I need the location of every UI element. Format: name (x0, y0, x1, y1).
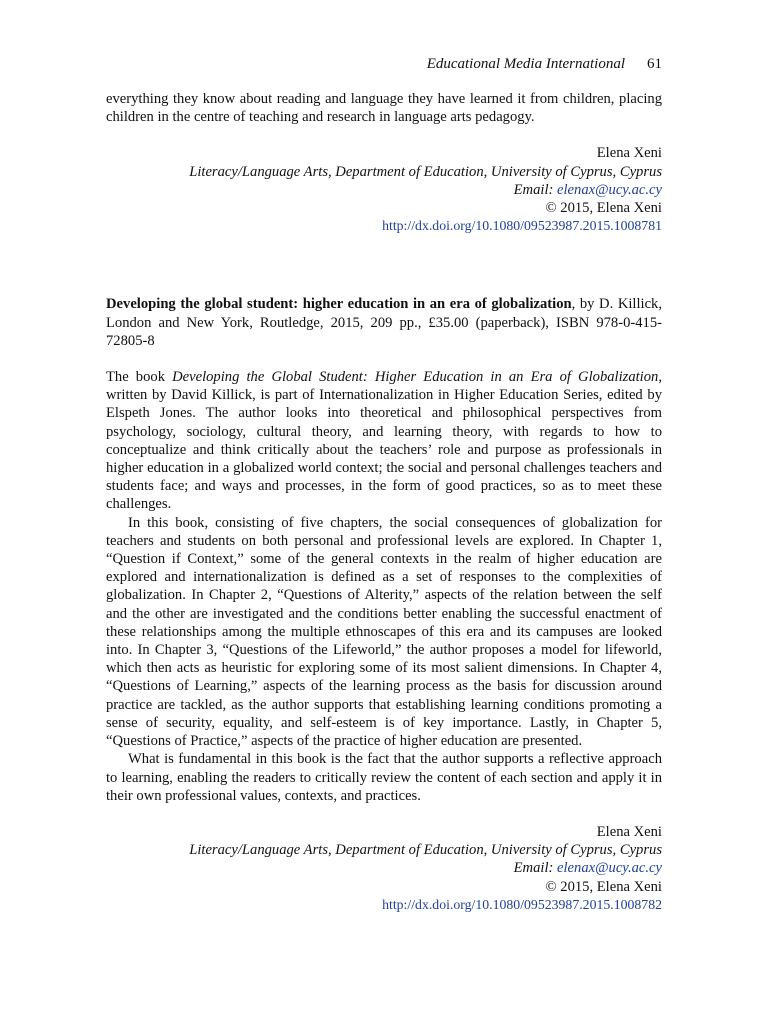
section-spacer (106, 235, 662, 295)
email-link[interactable]: elenax@ucy.ac.cy (557, 860, 662, 877)
review-heading (106, 295, 662, 350)
running-head (106, 54, 662, 74)
email-label: Email: (513, 860, 558, 877)
copyright-line: © 2015, Elena Xeni (545, 878, 662, 895)
author-name: Elena Xeni (596, 145, 662, 162)
author-affiliation: Literacy/Language Arts, Department of Education, University of Cyprus, Cyprus (189, 163, 662, 180)
author-affiliation: Literacy/Language Arts, Department of Education, University of Cyprus, Cyprus (189, 842, 662, 859)
email-link[interactable]: elenax@ucy.ac.cy (557, 181, 662, 198)
journal-title: Educational Media International (426, 56, 625, 72)
review-citation: , by D. Killick, London and New York, Routledge, 2015, 209 pp., £35.00 (paperback), ISBN 978-0-415-72805-8 (106, 296, 663, 349)
signature-block-1 (106, 144, 662, 235)
review-paragraph-3: What is fundamental in this book is the fact that the author supports a reflective approach to learning, enabling the readers to critically review the content of each section and apply it in their own professional values, contexts, and practices. (106, 751, 662, 804)
review-p1-book-title: Developing the Global Student: Higher Education in an Era of Globalization (172, 369, 659, 386)
review-book-title: Developing the global student: higher education in an era of globalization (106, 296, 572, 313)
doi-link[interactable]: http://dx.doi.org/10.1080/09523987.2015.1008782 (382, 896, 662, 912)
review-p1-pre: The book (106, 369, 173, 386)
carry-over-paragraph: everything they know about reading and language they have learned it from children, placing children in the centre of teaching and research in language arts pedagogy. (106, 91, 662, 126)
review-p1-body: , written by David Killick, is part of Internationalization in Higher Education Series, edited by Elspeth Jones. The author looks into theoretical and philosophical perspectives from psychology, sociology, cultural theory, and learning theory, with regards to how to conceptualize and think critically about the teachers’ role and purpose as professionals in higher education in a globalized world context; the social and personal challenges teachers and students face; and ways and processes, in the form of good practices, so as to meet these challenges. (106, 369, 662, 513)
doi-link[interactable]: http://dx.doi.org/10.1080/09523987.2015.1008781 (382, 218, 662, 234)
page-number: 61 (647, 56, 662, 72)
review-paragraph-1 (106, 368, 662, 514)
review-paragraph-2: In this book, consisting of five chapters, the social consequences of globalization for teachers and students on both personal and professional levels are explored. In Chapter 1, “Question if Context,” some of the general contexts in the realm of higher education are explored and internationalization is defined as a set of responses to the complexities of globalization. In Chapter 2, “Questions of Alterity,” aspects of the relation between the self and the other are investigated and the conditions better enabling the successful enactment of these relationships among the multiple ethnoscapes of this era and its campuses are looked into. In Chapter 3, “Questions of the Lifeworld,” the author proposes a model for lifeworld, which then acts as heuristic for exploring some of its most salient dimensions. In Chapter 4, “Questions of Learning,” aspects of the learning process as the basis for discussion around practice are tackled, as the author supports that establishing learning conditions promoting a sense of security, equality, and self-esteem is of key importance. Lastly, in Chapter 5, “Questions of Practice,” aspects of the practice of higher education are presented. (106, 514, 662, 750)
author-email-line (106, 859, 662, 877)
page-content (106, 90, 662, 914)
signature-block-2 (106, 823, 662, 914)
copyright-line: © 2015, Elena Xeni (545, 200, 662, 217)
author-email-line (106, 181, 662, 199)
email-label: Email: (513, 181, 558, 198)
author-name: Elena Xeni (596, 823, 662, 840)
